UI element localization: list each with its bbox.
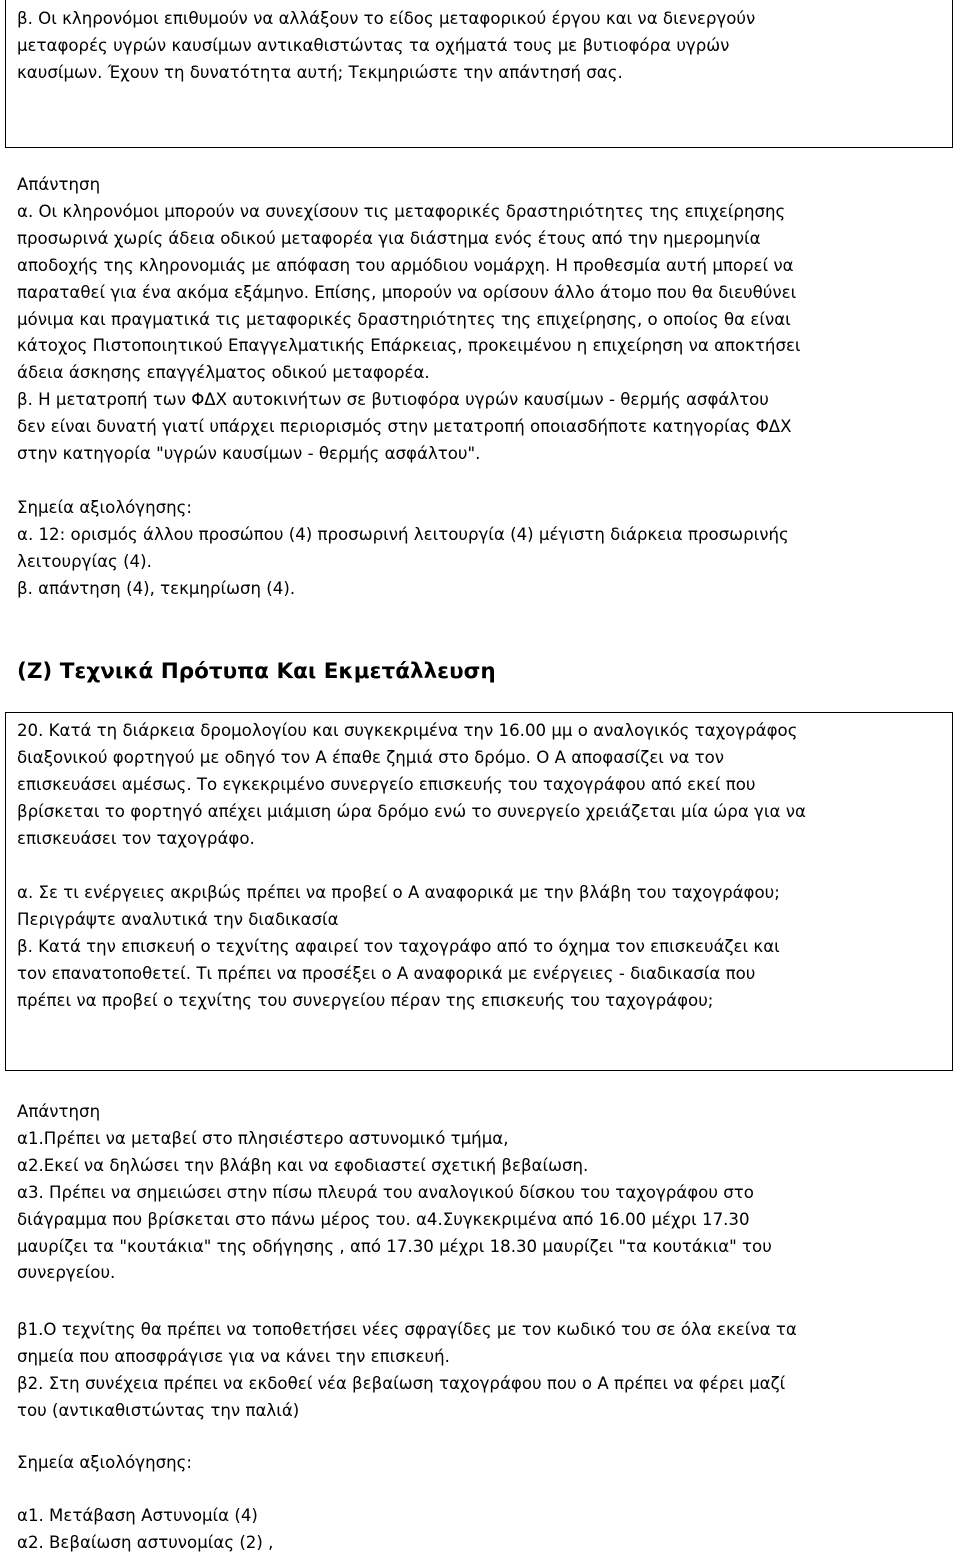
question-20-subquestions: [17, 880, 942, 1015]
scoring-label: Σημεία αξιολόγησης:: [17, 498, 192, 517]
answer-2a-line: α3. Πρέπει να σημειώσει στην πίσω πλευρά του αναλογικού δίσκου του ταχογράφου στο: [17, 1182, 754, 1202]
answer-2b-line: β2. Στη συνέχεια πρέπει να εκδοθεί νέα βεβαίωση ταχογράφου που ο Α πρέπει να φέρει μαζί: [17, 1373, 786, 1393]
question-19b-text: [17, 6, 942, 87]
question-20-line: 20. Κατά τη διάρκεια δρομολογίου και συγκεκριμένα την 16.00 μμ ο αναλογικός ταχογράφος: [17, 721, 798, 740]
answer-1-line: κάτοχος Πιστοποιητικού Επαγγελματικής Επάρκειας, προκειμένου η επιχείρηση να αποκτήσει: [17, 336, 801, 356]
question-19b-line: καυσίμων. Έχουν τη δυνατότητα αυτή; Τεκμηριώστε την απάντησή σας.: [17, 62, 623, 82]
answer-1-block: [17, 172, 942, 468]
answer-2a-line: α1.Πρέπει να μεταβεί στο πλησιέστερο αστυνομικό τμήμα,: [17, 1128, 509, 1148]
scoring-2-line: α1. Μετάβαση Αστυνομία (4): [17, 1506, 258, 1525]
scoring-2-block: [17, 1450, 942, 1477]
question-20-line: επισκευάσει αμέσως. Το εγκεκριμένο συνεργείο επισκευής του ταχογράφου από εκεί που: [17, 774, 756, 794]
scoring-label: Σημεία αξιολόγησης:: [17, 1453, 192, 1472]
answer-1-line: άδεια άσκησης επαγγέλματος οδικού μεταφορέα.: [17, 363, 430, 383]
answer-label: Απάντηση: [17, 1102, 101, 1121]
scoring-1-line: λειτουργίας (4).: [17, 551, 152, 571]
answer-1-line: στην κατηγορία "υγρών καυσίμων - θερμής ασφάλτου".: [17, 444, 481, 464]
scoring-1-block: [17, 495, 942, 603]
question-20-line: επισκευάσει τον ταχογράφο.: [17, 828, 255, 848]
answer-label: Απάντηση: [17, 175, 101, 194]
question-20-sub-line: α. Σε τι ενέργειες ακριβώς πρέπει να προβεί ο Α αναφορικά με την βλάβη του ταχογράφου;: [17, 883, 780, 902]
answer-1-line: αποδοχής της κληρονομιάς με απόφαση του αρμόδιου νομάρχη. Η προθεσμία αυτή μπορεί να: [17, 255, 794, 275]
question-20-sub-line: β. Κατά την επισκευή ο τεχνίτης αφαιρεί τον ταχογράφο από το όχημα τον επισκευάζει και: [17, 936, 780, 956]
question-19b-line: β. Οι κληρονόμοι επιθυμούν να αλλάξουν το είδος μεταφορικού έργου και να διενεργούν: [17, 9, 756, 28]
answer-1-line: δεν είναι δυνατή γιατί υπάρχει περιορισμός στην μετατροπή οποιασδήποτε κατηγορίας ΦΔΧ: [17, 417, 792, 437]
answer-1-line: μόνιμα και πραγματικά τις μεταφορικές δραστηριότητες της επιχείρησης, ο οποίος θα είναι: [17, 309, 791, 329]
answer-2a-line: μαυρίζει τα "κουτάκια" της οδήγησης , από 17.30 μέχρι 18.30 μαυρίζει "τα κουτάκια" του: [17, 1236, 772, 1256]
question-20-sub-line: Περιγράψτε αναλυτικά την διαδικασία: [17, 909, 339, 929]
scoring-1-line: β. απάντηση (4), τεκμηρίωση (4).: [17, 578, 296, 598]
answer-1-line: α. Οι κληρονόμοι μπορούν να συνεχίσουν τις μεταφορικές δραστηριότητες της επιχείρησης: [17, 201, 786, 221]
question-20-text: [17, 718, 942, 853]
answer-2b-line: του (αντικαθιστώντας την παλιά): [17, 1400, 300, 1420]
answer-2b-block: [17, 1317, 942, 1425]
scoring-2-items: [17, 1503, 942, 1557]
question-19b-line: μεταφορές υγρών καυσίμων αντικαθιστώντας τα οχήματά τους με βυτιοφόρα υγρών: [17, 35, 730, 55]
answer-1-line: παραταθεί για ένα ακόμα εξάμηνο. Επίσης, μπορούν να ορίσουν άλλο άτομο που θα διευθύνει: [17, 282, 797, 302]
question-20-line: διαξονικού φορτηγού με οδηγό τον Α έπαθε ζημιά στο δρόμο. Ο Α αποφασίζει να τον: [17, 747, 725, 767]
question-20-sub-line: τον επανατοποθετεί. Τι πρέπει να προσέξει ο Α αναφορικά με ενέργειες - διαδικασία που: [17, 963, 756, 983]
scoring-1-line: α. 12: ορισμός άλλου προσώπου (4) προσωρινή λειτουργία (4) μέγιστη διάρκεια προσωρινής: [17, 524, 789, 544]
question-20-sub-line: πρέπει να προβεί ο τεχνίτης του συνεργείου πέραν της επισκευής του ταχογράφου;: [17, 990, 714, 1010]
scoring-2-line: α2. Βεβαίωση αστυνομίας (2) ,: [17, 1532, 274, 1552]
answer-2a-line: α2.Εκεί να δηλώσει την βλάβη και να εφοδιαστεί σχετική βεβαίωση.: [17, 1155, 589, 1175]
answer-1-line: προσωρινά χωρίς άδεια οδικού μεταφορέα για διάστημα ενός έτους από την ημερομηνία: [17, 228, 761, 248]
answer-2b-line: σημεία που αποσφράγισε για να κάνει την επισκευή.: [17, 1346, 450, 1366]
answer-2b-line: β1.Ο τεχνίτης θα πρέπει να τοποθετήσει νέες σφραγίδες με τον κωδικό του σε όλα εκείνα τα: [17, 1320, 797, 1339]
answer-2a-line: διάγραμμα που βρίσκεται στο πάνω μέρος του. α4.Συγκεκριμένα από 16.00 μέχρι 17.30: [17, 1209, 750, 1229]
answer-1-line: β. Η μετατροπή των ΦΔΧ αυτοκινήτων σε βυτιοφόρα υγρών καυσίμων - θερμής ασφάλτου: [17, 390, 769, 410]
section-heading: (Ζ) Τεχνικά Πρότυπα Και Εκμετάλλευση: [17, 659, 496, 684]
question-20-line: βρίσκεται το φορτηγό απέχει μιάμιση ώρα δρόμο ενώ το συνεργείο χρειάζεται μία ώρα για να: [17, 801, 806, 821]
answer-2a-line: συνεργείου.: [17, 1263, 116, 1283]
answer-2-block: [17, 1099, 942, 1287]
